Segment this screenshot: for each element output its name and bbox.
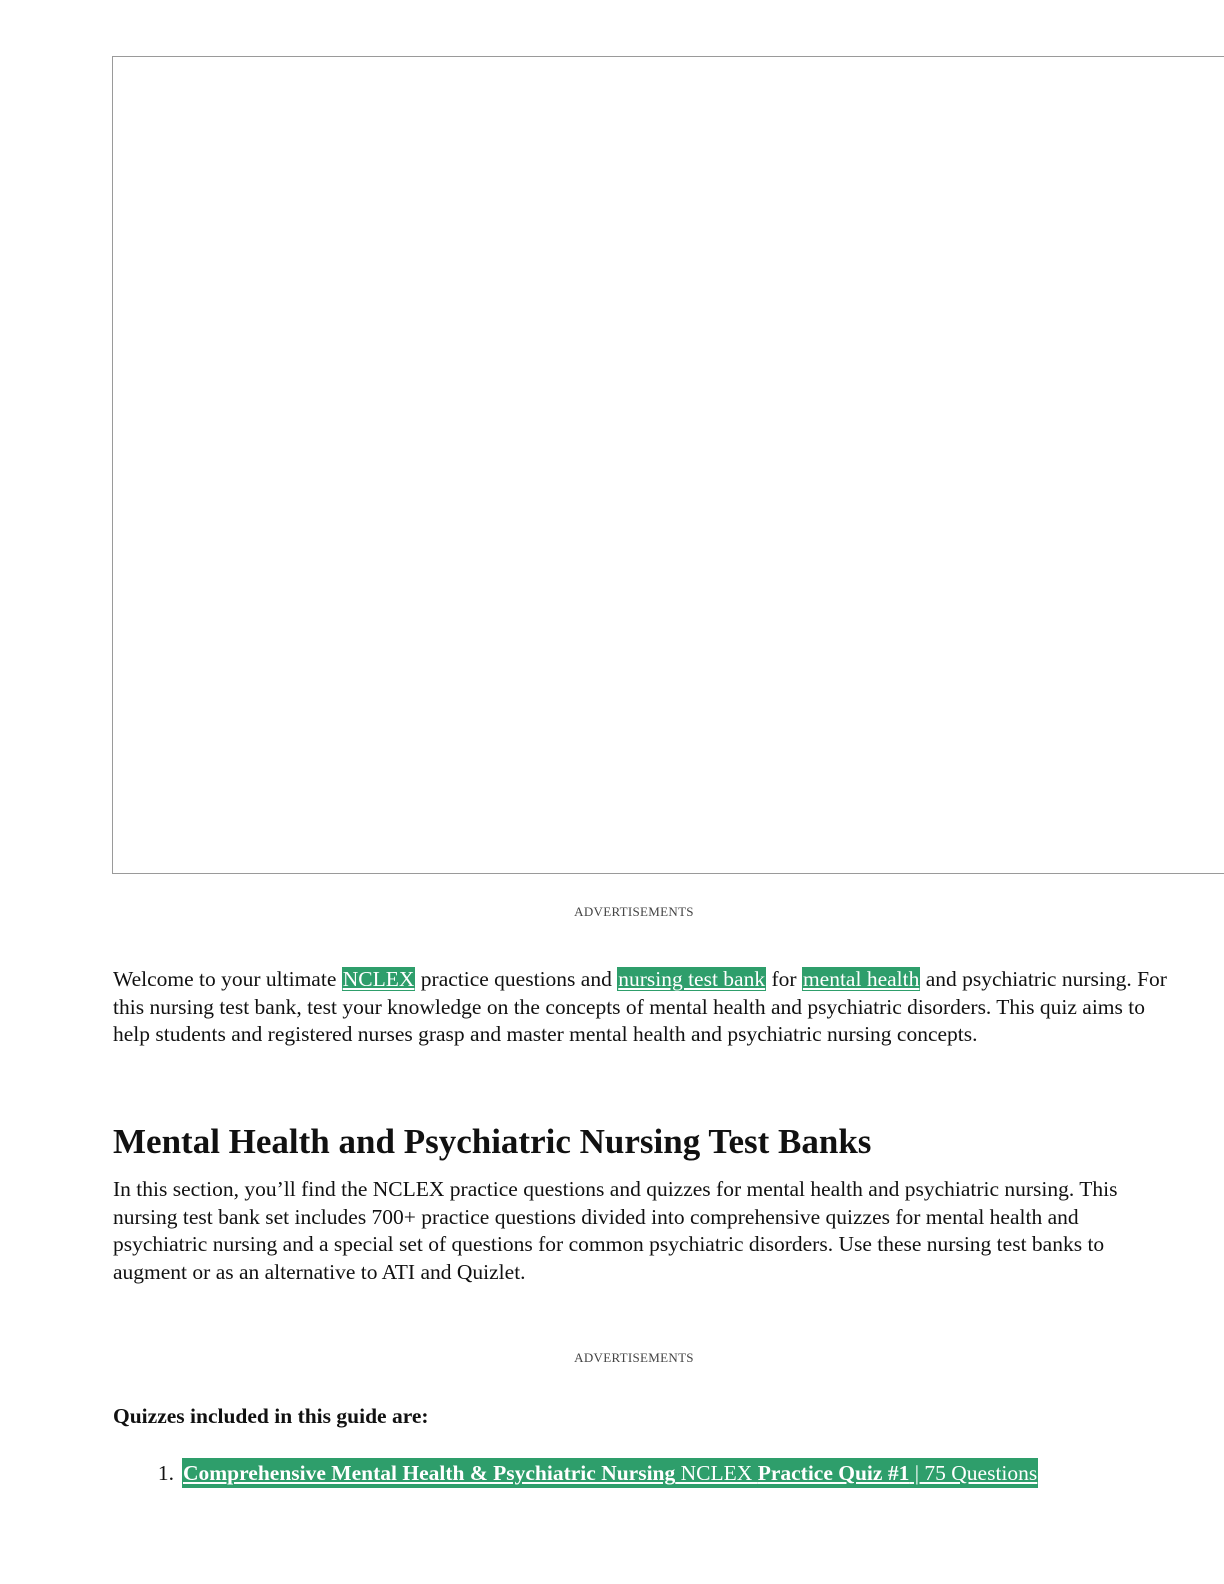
nclex-link[interactable]: NCLEX (342, 967, 415, 991)
quiz-link-text: NCLEX (675, 1461, 758, 1485)
intro-text: and psychiatric nursing. For this nursing test bank, test your knowledge on the concepts of mental health and psychiatric disorders. This quiz aims to help students and registered nurses grasp and master mental health and psychiatric nursing concepts. (113, 967, 1167, 1046)
list-item (113, 1458, 1193, 1488)
advertisements-label: ADVERTISEMENTS (574, 904, 694, 919)
section-body: In this section, you’ll find the NCLEX practice questions and quizzes for mental health and psychiatric nursing. This nursing test bank set includes 700+ practice questions divided into comprehensive quizzes for mental health and psychiatric nursing and a special set of questions for common psychiatric disorders. Use these nursing test banks to augment or as an alternative to ATI and Quizlet. (113, 1177, 1118, 1284)
quiz-list (113, 1458, 1193, 1488)
quiz-link-bold: Comprehensive Mental Health & Psychiatric Nursing (183, 1461, 676, 1485)
advertisement-frame[interactable] (112, 56, 1224, 874)
quizzes-label: Quizzes included in this guide are: (113, 1404, 429, 1428)
quiz-link-text: | 75 Questions (909, 1461, 1038, 1485)
quiz-link[interactable] (182, 1458, 1038, 1488)
intro-text: Welcome to your ultimate (113, 967, 342, 991)
intro-text: for (766, 967, 802, 991)
advertisements-label: ADVERTISEMENTS (574, 1350, 694, 1365)
quiz-link-bold: Practice Quiz #1 (757, 1461, 910, 1485)
mental-health-link[interactable]: mental health (802, 967, 920, 991)
intro-paragraph (113, 966, 1173, 1049)
section-heading: Mental Health and Psychiatric Nursing Test Banks (113, 1122, 872, 1161)
intro-text: practice questions and (415, 967, 618, 991)
list-number: 1. (157, 1461, 174, 1485)
nursing-test-bank-link[interactable]: nursing test bank (618, 967, 766, 991)
